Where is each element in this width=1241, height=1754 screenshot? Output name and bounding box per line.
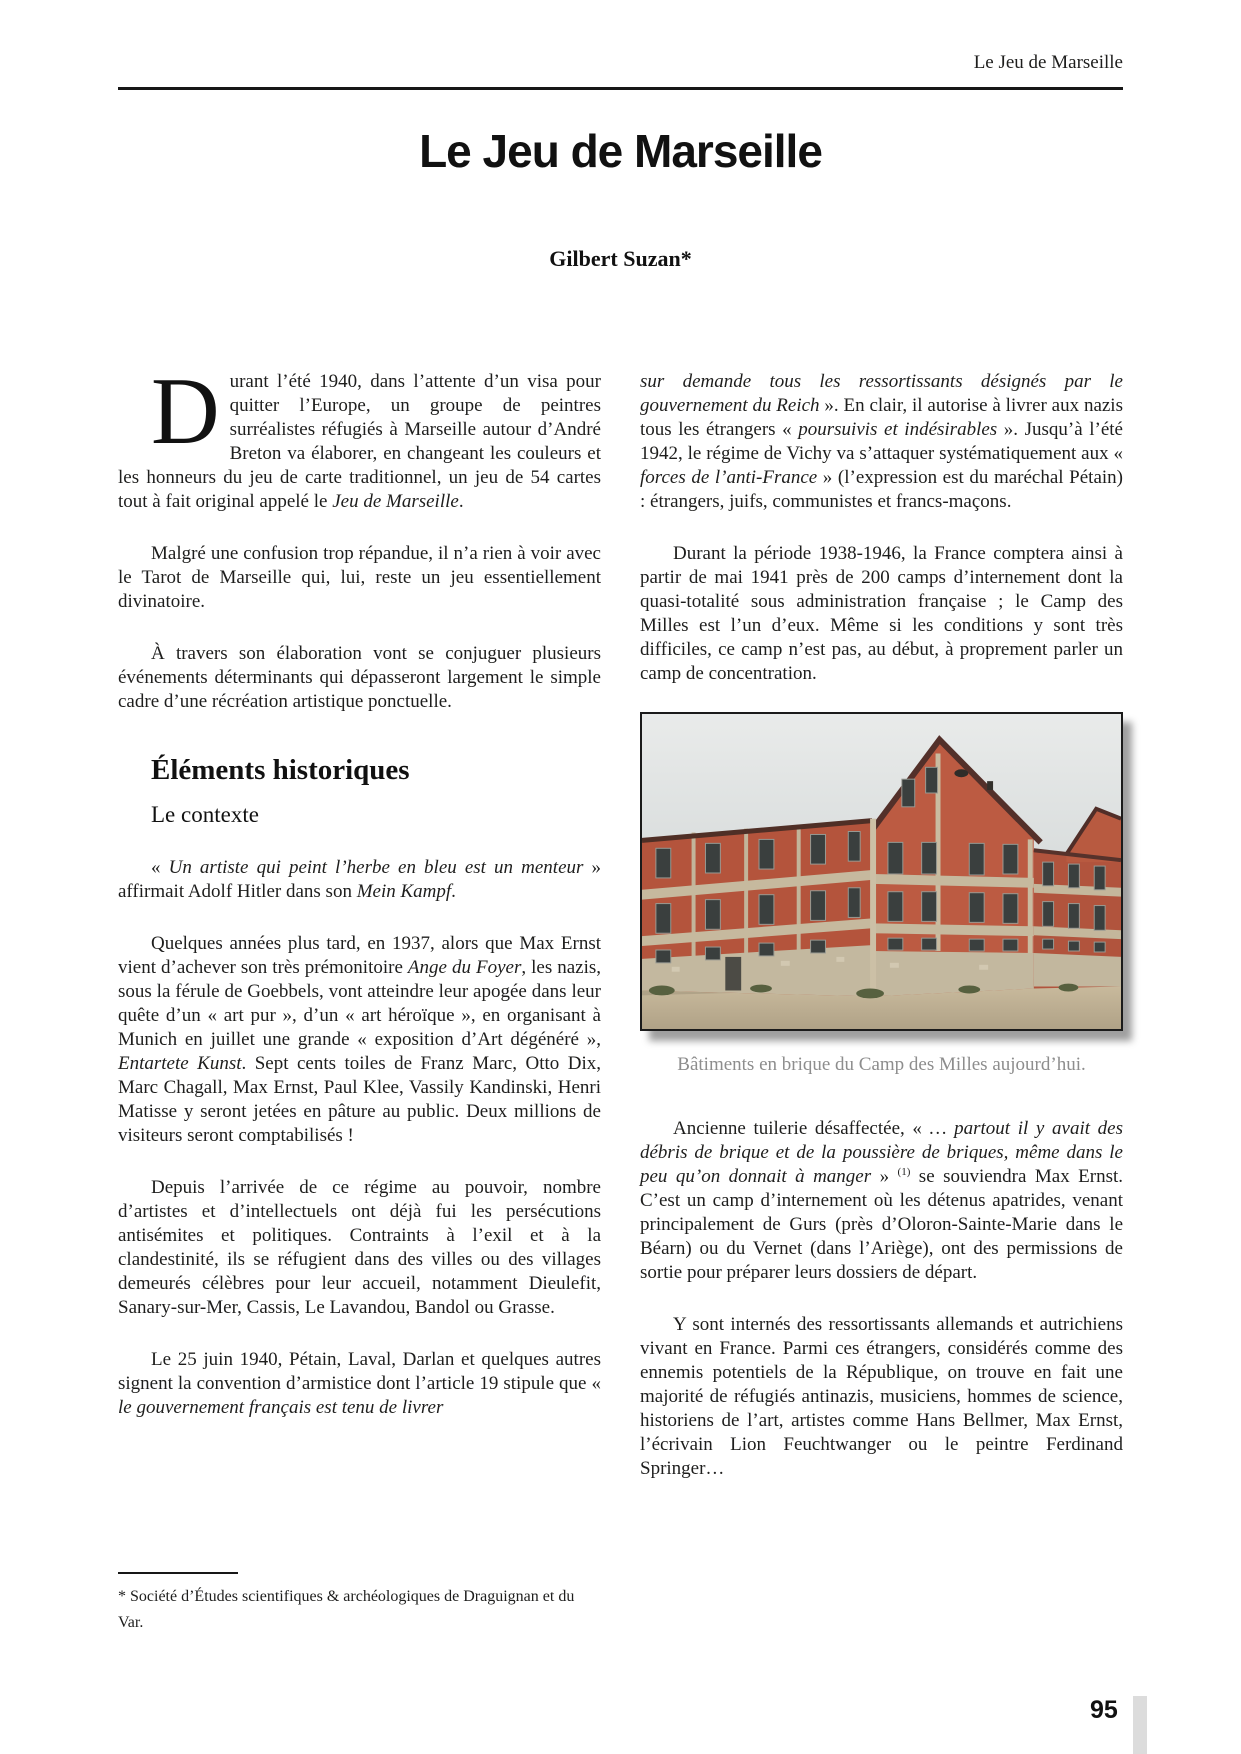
left-column [118,358,602,1700]
paragraph-intro-text: urant l’été 1940, dans l’attente d’un visa pour quitter l’Europe, un groupe de peintres surréalistes réfugiés à Marseille autour d’André Breton va élaborer, en changeant les couleurs et les honneurs du jeu de carte traditionnel, un jeu de 54 cartes tout à fait original appelé le Jeu de Marseille. [118,371,601,512]
running-header: Le Jeu de Marseille [973,52,1123,73]
footnote [118,1572,601,1636]
doorway [725,957,741,991]
drop-cap: D [151,358,220,464]
paragraph-hitler-quote: « Un artiste qui peint l’herbe en bleu est un menteur » affirmait Adolf Hitler dans son Mein Kampf. [118,857,602,902]
photo-caption: Bâtiments en brique du Camp des Milles aujourd’hui. [677,1054,1086,1075]
paragraph-intro [118,358,601,514]
two-column-body [118,358,1123,1700]
paragraph-armistice: Le 25 juin 1940, Pétain, Laval, Darlan et quelques autres signent la convention d’armistice dont l’article 19 stipule que « le gouvernement français est tenu de livrer [118,1349,601,1418]
photo-figure [640,712,1123,1077]
paragraph-camps: Durant la période 1938-1946, la France comptera ainsi à partir de mai 1941 près de 200 camps d’internement dont la quasi-totalité sous administration française ; le Camp des Milles est l’un d’eux. Même si les conditions y sont très difficiles, ce camp n’est pas, au début, à proprement parler un camp de concentration. [640,543,1123,684]
page-edge-bar [1133,1696,1147,1754]
right-column [640,370,1123,1481]
camp-des-milles-photo [640,712,1123,1031]
article-author: Gilbert Suzan* [549,246,692,271]
paragraph-elaboration: À travers son élaboration vont se conjuguer plusieurs événements déterminants qui dépasseront largement le simple cadre d’une récréation artistique ponctuelle. [118,643,601,712]
brick-building-illustration [642,714,1121,1029]
section-heading-elements-historiques: Éléments historiques [151,754,410,786]
paragraph-tuilerie: Ancienne tuilerie désaffectée, « … partout il y avait des débris de brique et de la poussière de briques, même dans le peu qu’on donnait à manger » $^{(1)}$ se souviendra Max Ernst. C’est un camp d’internement où les détenus apatrides, venant principalement de Gurs (près d’Oloron-Sainte-Marie dans le Béarn) ou du Vernet (dans l’Ariège), ont des permissions de sortie pour préparer leurs dossiers de départ. [640,1118,1123,1283]
paragraph-exil: Depuis l’arrivée de ce régime au pouvoir, nombre d’artistes et d’intellectuels ont déjà fui les persécutions antisémites et politiques. Contraints à l’exil et à la clandestinité, ils se réfugient dans des villes ou des villages demeurés célèbres pour leur accueil, notamment Dieulefit, Sanary-sur-Mer, Cassis, Le Lavandou, Bandol ou Grasse. [118,1177,601,1318]
header-rule [118,87,1123,90]
paragraph-internes: Y sont internés des ressortissants allemands et autrichiens vivant en France. Parmi ces étrangers, considérés comme des ennemis potentiels de la République, on trouve en fait une majorité de réfugiés antinazis, musiciens, hommes de science, historiens de l’art, artistes comme Hans Bellmer, Max Ernst, l’écrivain Lion Feuchtwanger ou le peintre Ferdinand Springer… [640,1314,1123,1479]
lamp [954,769,968,777]
paragraph-reich: sur demande tous les ressortissants désignés par le gouvernement du Reich ». En clair, il autorise à livrer aux nazis tous les étrangers « poursuivis et indésirables ». Jusqu’à l’été 1942, le régime de Vichy va s’attaquer systématiquement aux « forces de l’anti-France » (l’expression est du maréchal Pétain) : étrangers, juifs, communistes et francs-maçons. [640,371,1123,512]
footnote-rule [118,1572,238,1574]
footnote-text: * Société d’Études scientifiques & archéologiques de Draguignan et du Var. [118,1588,575,1631]
sub-heading-le-contexte: Le contexte [151,802,259,827]
article-title: Le Jeu de Marseille [419,125,822,177]
paragraph-entartete-kunst: Quelques années plus tard, en 1937, alors que Max Ernst vient d’achever son très prémonitoire Ange du Foyer, les nazis, sous la férule de Goebbels, vont atteindre leur apogée dans leur quête d’un « art pur », d’un « art héroïque », en organisant à Munich en juillet une grande « exposition d’Art dégénéré », Entartete Kunst. Sept cents toiles de Franz Marc, Otto Dix, Marc Chagall, Max Ernst, Paul Klee, Vassily Kandinski, Henri Matisse y seront jetées en pâture au public. Deux millions de visiteurs seront comptabilisés ! [118,933,602,1146]
page-number: 95 [1090,1696,1118,1724]
paragraph-tarot: Malgré une confusion trop répandue, il n’a rien à voir avec le Tarot de Marseille qui, lui, reste un jeu essentiellement divinatoire. [118,543,601,612]
